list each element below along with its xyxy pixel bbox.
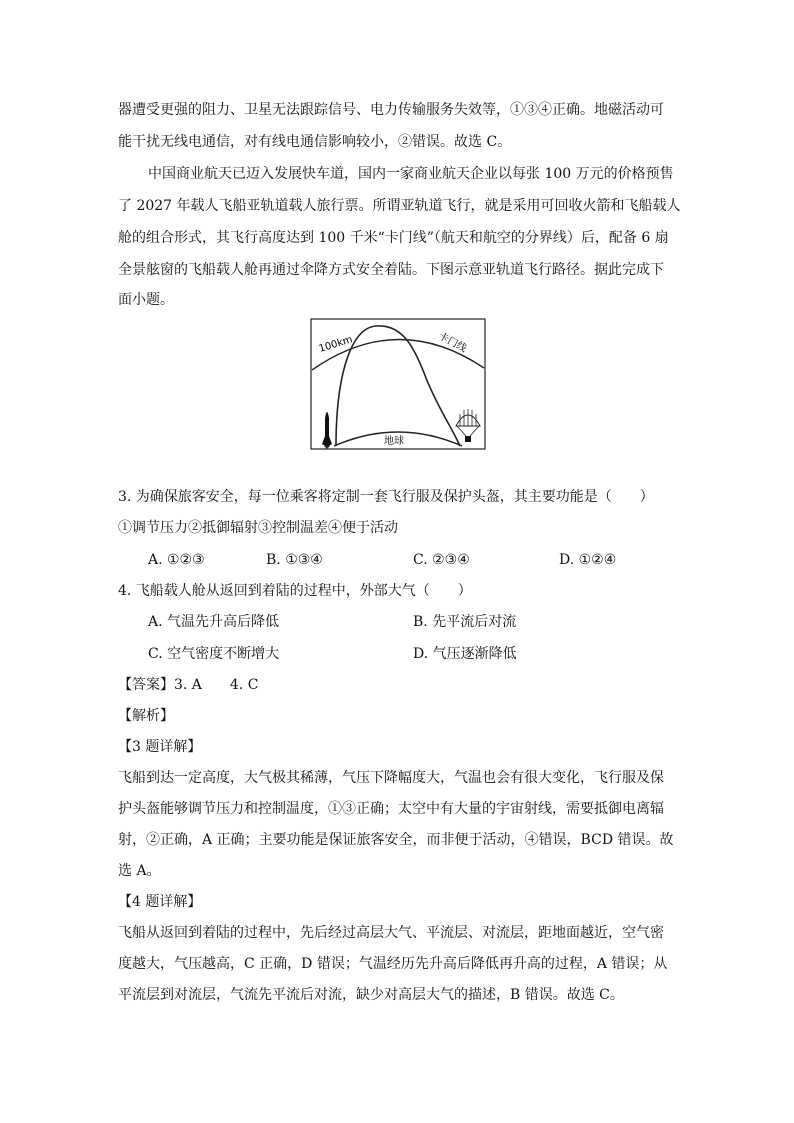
suborbital-flight-diagram	[310, 318, 486, 450]
text-line: 选 A。	[118, 863, 161, 879]
option-c: C. 空气密度不断增大	[148, 646, 280, 662]
label-earth: 地球	[384, 436, 404, 447]
option-a: A. ①②③	[148, 552, 205, 568]
question-stem: 3. 为确保旅客安全，每一位乘客将定制一套飞行服及保护头盔，其主要功能是（ ）	[118, 489, 654, 505]
label-karman-line: 卡门线	[436, 330, 469, 355]
text-line: 中国商业航天已迈入发展快车道，国内一家商业航天企业以每张 100 万元的价格预售	[148, 166, 674, 182]
question-stem: 4. 飞船载人舱从返回到着陆的过程中，外部大气（ ）	[118, 583, 472, 599]
text-line: 面小题。	[118, 292, 174, 308]
explanation-heading: 【3 题详解】	[118, 739, 202, 755]
text-line: 能干扰无线电通信，对有线电通信影响较小，②错误。故选 C。	[118, 134, 512, 150]
option-d: D. 气压逐渐降低	[413, 646, 517, 662]
explanation-heading: 【4 题详解】	[118, 894, 202, 910]
option-b: B. ①③④	[266, 552, 323, 568]
text-line: 全景舷窗的飞船载人舱再通过伞降方式安全着陆。下图示意亚轨道飞行路径。据此完成下	[118, 262, 664, 278]
text-line: 了 2027 年载人飞船亚轨道载人旅行票。所谓亚轨道飞行，就是采用可回收火箭和飞船载人	[118, 198, 681, 214]
text-line: 飞船到达一定高度，大气极其稀薄，气压下降幅度大，气温也会有很大变化，飞行服及保	[118, 770, 664, 786]
question-items: ①调节压力②抵御辐射③控制温差④便于活动	[118, 520, 398, 536]
option-a: A. 气温先升高后降低	[148, 614, 280, 630]
option-c: C. ②③④	[413, 552, 470, 568]
text-line: 度越大，气压越高，C 正确，D 错误；气温经历先升高后降低再升高的过程，A 错误；从	[118, 956, 668, 972]
answer-line: 【答案】3. A 4. C	[118, 677, 259, 693]
option-d: D. ①②④	[559, 552, 617, 568]
label-100km: 100km	[317, 334, 354, 355]
text-line: 护头盔能够调节压力和控制温度，①③正确；太空中有大量的宇宙射线，需要抵御电离辐	[118, 801, 664, 817]
option-b: B. 先平流后对流	[413, 614, 517, 630]
text-line: 舱的组合形式，其飞行高度达到 100 千米“卡门线”（航天和航空的分界线）后，配备 6 扇	[118, 230, 669, 246]
text-line: 射，②正确，A 正确；主要功能是保证旅客安全，而非便于活动，④错误，BCD 错误。故	[118, 832, 674, 848]
text-line: 器遭受更强的阻力、卫星无法跟踪信号、电力传输服务失效等，①③④正确。地磁活动可	[118, 102, 664, 118]
text-line: 平流层到对流层，气流先平流后对流，缺少对高层大气的描述，B 错误。故选 C。	[118, 987, 624, 1003]
text-line: 飞船从返回到着陆的过程中，先后经过高层大气、平流层、对流层，距地面越近，空气密	[118, 925, 664, 941]
analysis-heading: 【解析】	[118, 708, 174, 724]
